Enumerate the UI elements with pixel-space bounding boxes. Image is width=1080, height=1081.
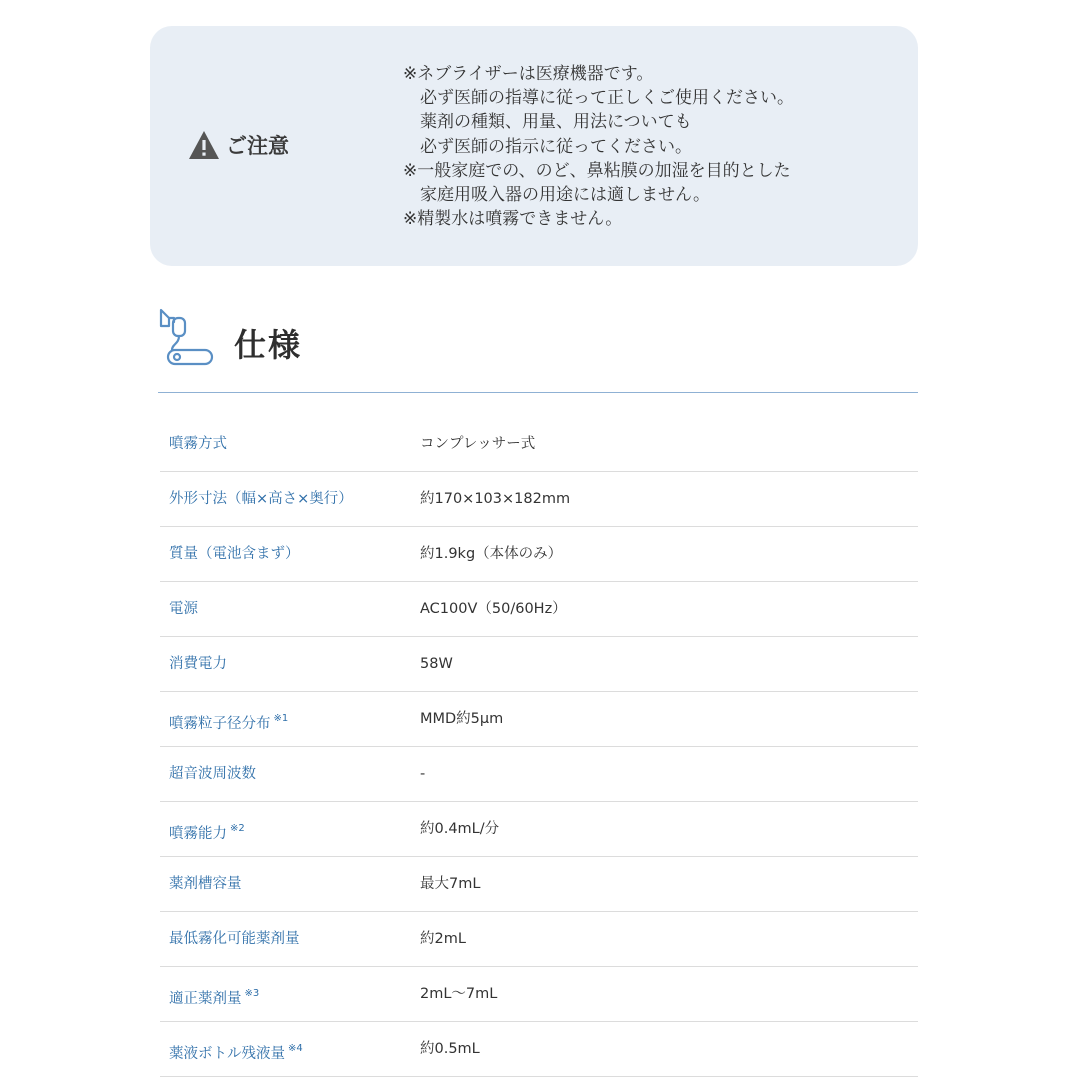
spec-value: MMD約5μm [420,711,504,727]
spec-row [160,692,918,747]
spec-value: 約170×103×182mm [420,491,571,507]
spec-label [169,417,227,471]
spec-value: 2mL〜7mL [420,986,498,1002]
spec-row [160,417,918,472]
spec-row [160,582,918,637]
spec-label [169,747,256,801]
spec-label [169,692,288,751]
spec-label [169,802,245,861]
spec-label [169,857,242,911]
spec-value: 58W [420,656,453,672]
caution-heading [188,130,289,160]
spec-label [169,582,198,636]
spec-title: 仕様 [234,326,303,364]
spec-row [160,802,918,857]
spec-label [169,472,353,526]
spec-label-text: 質量（電池含まず） [169,546,300,562]
spec-value: - [420,766,426,782]
spec-row [160,1022,918,1077]
spec-value: 約0.5mL [420,1041,480,1057]
spec-row [160,637,918,692]
caution-line: ※精製水は噴霧できません。 [403,209,623,230]
spec-label [169,527,300,581]
spec-section-header [158,306,918,393]
spec-footnote-mark: ※2 [230,823,245,834]
spec-label-text: 薬剤槽容量 [169,876,242,892]
spec-label-text: 噴霧粒子径分布 [169,716,271,732]
caution-line: ※ネブライザーは医療機器です。 [403,64,654,84]
nebulizer-icon [158,306,218,374]
spec-value: AC100V（50/60Hz） [420,601,567,617]
spec-label-text: 最低霧化可能薬剤量 [169,931,300,947]
spec-value: 約2mL [420,931,466,947]
spec-row [160,472,918,527]
spec-label-text: 消費電力 [169,656,227,672]
spec-label-text: 噴霧能力 [169,826,227,842]
caution-text [403,62,794,231]
spec-footnote-mark: ※4 [288,1043,303,1054]
spec-label-text: 適正薬剤量 [169,991,242,1007]
spec-row [160,747,918,802]
spec-label [169,967,259,1026]
spec-row [160,527,918,582]
spec-footnote-mark: ※3 [244,988,260,999]
spec-label [169,1022,303,1081]
spec-row [160,912,918,967]
spec-value: コンプレッサー式 [420,436,536,452]
spec-label-text: 超音波周波数 [169,766,256,782]
spec-label-text: 薬液ボトル残液量 [169,1046,285,1062]
spec-label [169,912,300,966]
spec-row [160,967,918,1022]
spec-footnote-mark: ※1 [273,713,289,724]
caution-line: 必ず医師の指導に従って正しくご使用ください。 [403,88,794,109]
caution-line: 家庭用吸入器の用途には適しません。 [403,185,711,206]
spec-value: 約0.4mL/分 [420,821,500,837]
caution-title: ご注意 [226,134,289,158]
spec-label-text: 電源 [169,601,198,617]
spec-label-text: 外形寸法（幅×高さ×奥行） [169,491,353,507]
spec-table [160,417,918,1077]
caution-line: ※一般家庭での、のど、鼻粘膜の加湿を目的とした [403,160,791,181]
caution-box [150,26,918,266]
spec-label-text: 噴霧方式 [169,436,227,452]
warning-triangle-icon [188,130,220,160]
spec-value: 最大7mL [420,876,481,892]
caution-line: 必ず医師の指示に従ってください。 [403,136,692,157]
spec-label [169,637,227,691]
caution-line: 薬剤の種類、用量、用法についても [403,112,692,133]
spec-value: 約1.9kg（本体のみ） [420,546,563,562]
spec-row [160,857,918,912]
